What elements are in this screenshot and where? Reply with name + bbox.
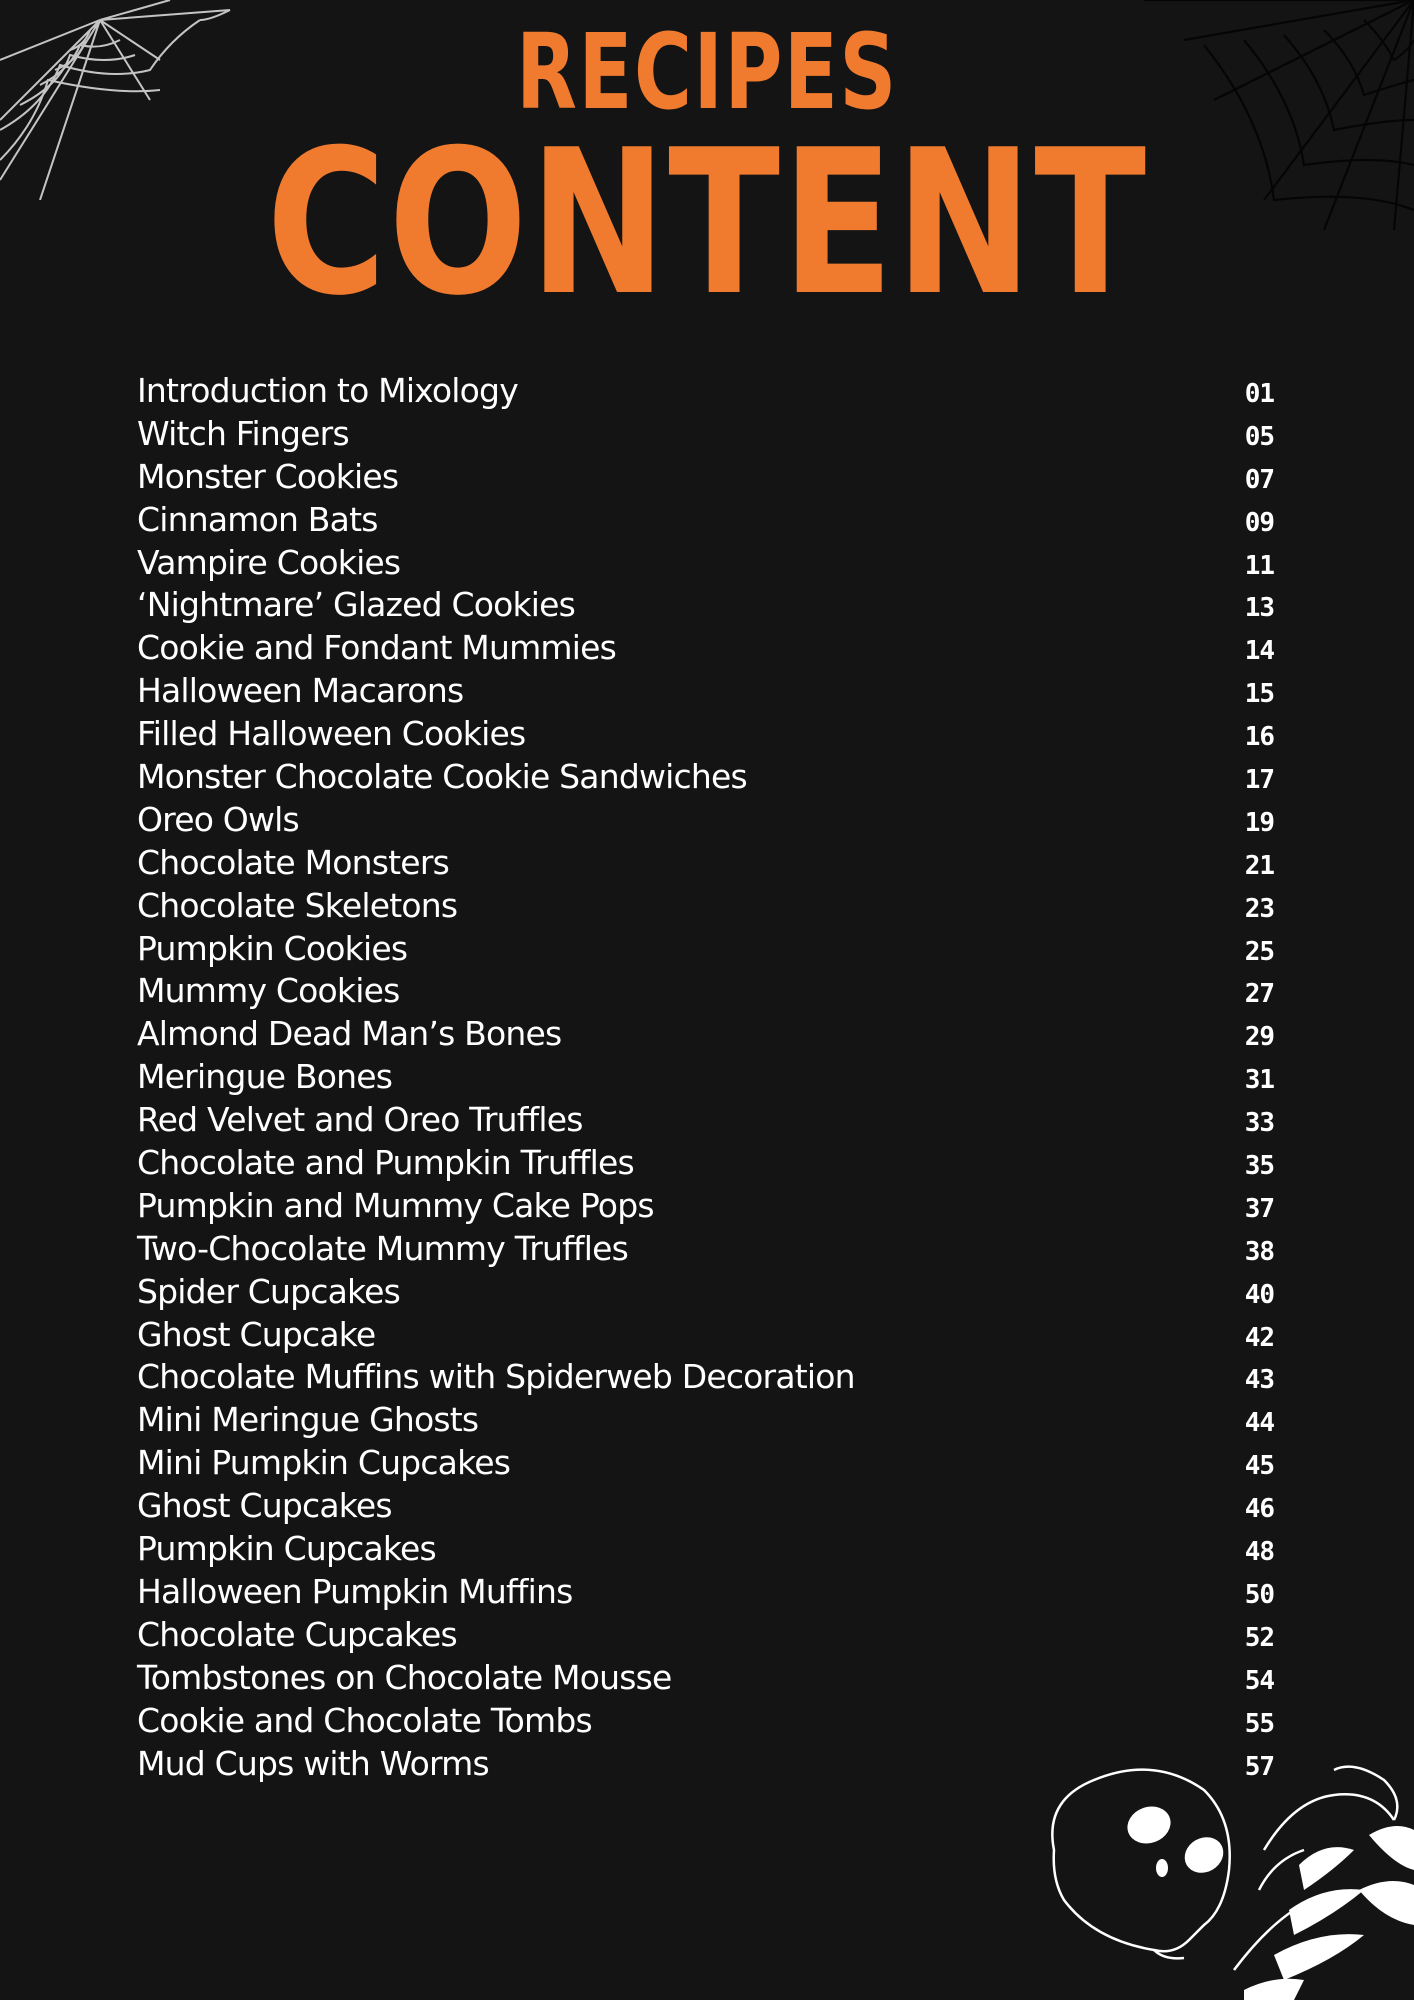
toc-row [137,714,1274,757]
title-line-content: CONTENT [266,107,1148,340]
toc-row [137,628,1274,671]
toc-title: Introduction to Mixology [137,371,518,410]
toc-page-number: 54 [1244,1665,1274,1696]
toc-row [137,1229,1274,1272]
toc-row [137,1272,1274,1315]
toc-page-number: 40 [1244,1279,1274,1310]
toc-page-number: 25 [1244,936,1274,967]
toc-page-number: 31 [1244,1065,1274,1096]
toc-page-number: 27 [1244,979,1274,1010]
table-of-contents [137,371,1274,1786]
toc-page-number: 05 [1244,421,1274,452]
toc-row [137,1057,1274,1100]
toc-row [137,1014,1274,1057]
toc-row [137,457,1274,500]
toc-page-number: 15 [1244,679,1274,710]
toc-title: Tombstones on Chocolate Mousse [137,1657,672,1697]
toc-page-number: 01 [1244,379,1274,409]
toc-page-number: 11 [1244,550,1274,581]
toc-title: Almond Dead Man’s Bones [137,1014,562,1054]
toc-page-number: 48 [1244,1537,1274,1568]
toc-page-number: 23 [1244,893,1274,924]
toc-title: Chocolate Monsters [137,842,449,882]
toc-row [137,1615,1274,1658]
toc-page-number: 45 [1244,1451,1274,1482]
skeleton-icon [1034,1740,1414,2000]
toc-title: Ghost Cupcake [137,1314,376,1354]
toc-row [137,843,1274,886]
toc-title: Pumpkin and Mummy Cake Pops [137,1185,654,1225]
toc-page-number: 55 [1244,1708,1274,1739]
toc-row [137,371,1274,414]
toc-row [137,1443,1274,1486]
toc-title: Chocolate Skeletons [137,885,458,925]
toc-title: Chocolate Cupcakes [137,1614,457,1654]
toc-title: Monster Cookies [137,456,399,496]
toc-row [137,1486,1274,1529]
toc-page-number: 52 [1244,1622,1274,1653]
toc-page-number: 44 [1244,1408,1274,1439]
toc-title: Meringue Bones [137,1057,393,1097]
toc-row [137,671,1274,714]
toc-title: ‘Nightmare’ Glazed Cookies [137,585,576,625]
toc-title: Witch Fingers [137,413,349,453]
toc-title: Monster Chocolate Cookie Sandwiches [137,757,747,797]
toc-page-number: 09 [1244,507,1274,538]
toc-title: Mini Meringue Ghosts [137,1400,479,1440]
toc-title: Cookie and Chocolate Tombs [137,1700,592,1740]
toc-title: Cookie and Fondant Mummies [137,628,617,668]
toc-row [137,886,1274,929]
toc-title: Oreo Owls [137,799,299,839]
toc-page-number: 33 [1244,1108,1274,1139]
toc-page-number: 43 [1244,1365,1274,1396]
toc-page-number: 57 [1244,1751,1274,1782]
toc-row [137,1529,1274,1572]
toc-page-number: 50 [1244,1579,1274,1610]
toc-row [137,543,1274,586]
toc-page-number: 17 [1244,765,1274,796]
toc-row [137,800,1274,843]
toc-title: Filled Halloween Cookies [137,714,526,754]
toc-row [137,1658,1274,1701]
toc-title: Cinnamon Bats [137,499,378,539]
toc-row [137,757,1274,800]
toc-row [137,1186,1274,1229]
toc-title: Vampire Cookies [137,542,401,582]
toc-page-number: 37 [1244,1193,1274,1224]
toc-page-number: 07 [1244,464,1274,495]
toc-title: Chocolate and Pumpkin Truffles [137,1143,634,1183]
toc-title: Pumpkin Cupcakes [137,1529,436,1569]
toc-page-number: 16 [1244,722,1274,753]
toc-page-number: 19 [1244,807,1274,838]
toc-title: Chocolate Muffins with Spiderweb Decoration [137,1357,855,1397]
toc-title: Mummy Cookies [137,971,400,1011]
toc-page-number: 46 [1244,1494,1274,1525]
toc-title: Mini Pumpkin Cupcakes [137,1443,511,1483]
toc-row [137,414,1274,457]
toc-title: Two-Chocolate Mummy Truffles [137,1228,628,1268]
toc-page-number: 38 [1244,1236,1274,1267]
toc-row [137,1572,1274,1615]
toc-title: Ghost Cupcakes [137,1486,392,1526]
toc-row [137,1357,1274,1400]
toc-page-number: 29 [1244,1022,1274,1053]
toc-title: Red Velvet and Oreo Truffles [137,1100,583,1140]
toc-title: Halloween Pumpkin Muffins [137,1571,573,1611]
toc-page-number: 21 [1244,850,1274,881]
toc-title: Mud Cups with Worms [137,1743,489,1783]
toc-row [137,500,1274,543]
toc-row [137,971,1274,1014]
title-block [0,11,1414,340]
toc-row [137,929,1274,972]
toc-page-number: 42 [1244,1322,1274,1353]
toc-page-number: 35 [1244,1151,1274,1182]
toc-page-number: 14 [1244,636,1274,667]
toc-title: Spider Cupcakes [137,1271,401,1311]
toc-row [137,1143,1274,1186]
toc-row [137,585,1274,628]
toc-page-number: 13 [1244,593,1274,624]
toc-row [137,1315,1274,1358]
toc-title: Halloween Macarons [137,671,464,711]
title-line-recipes: RECIPES [516,11,898,133]
toc-row [137,1100,1274,1143]
toc-row [137,1400,1274,1443]
toc-row [137,1701,1274,1744]
toc-title: Pumpkin Cookies [137,928,408,968]
